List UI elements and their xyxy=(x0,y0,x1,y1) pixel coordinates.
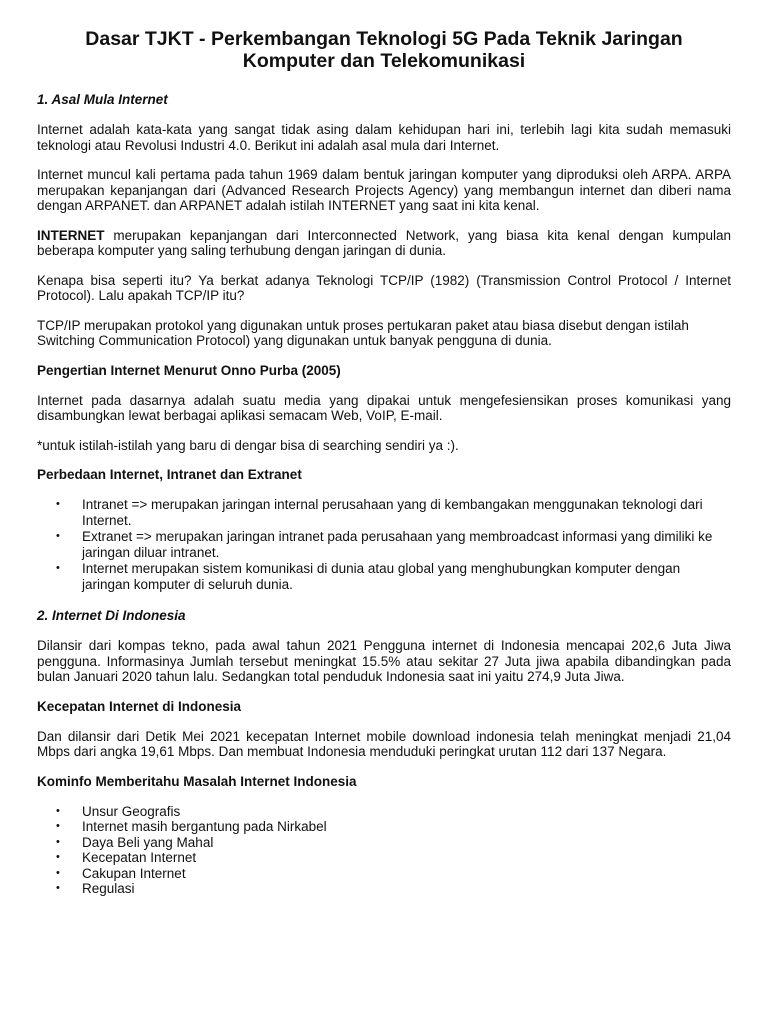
subheading-kominfo: Kominfo Memberitahu Masalah Internet Indonesia xyxy=(37,773,357,789)
list-item: • Intranet => merupakan jaringan internal perusahaan yang di kembangakan menggunakan teknologi dari Internet. xyxy=(56,497,703,528)
bullet-list-problems xyxy=(37,804,731,897)
bullet-icon: • xyxy=(56,562,60,574)
bullet-icon: • xyxy=(56,835,60,848)
bullet-icon: • xyxy=(56,804,60,817)
page-title xyxy=(37,28,731,72)
list-item: • Unsur Geografis xyxy=(56,803,181,819)
page-title-line-1: Dasar TJKT - Perkembangan Teknologi 5G Pada Teknik Jaringan xyxy=(85,28,683,50)
bullet-icon: • xyxy=(56,866,60,879)
list-item: • Internet merupakan sistem komunikasi di dunia atau global yang menghubungkan komputer dengan jaringan komputer di seluruh dunia. xyxy=(56,561,681,592)
paragraph: Internet pada dasarnya adalah suatu media yang dipakai untuk mengefesiensikan proses komunikasi yang disambungkan lewat berbagai aplikasi semacam Web, VoIP, E-mail. xyxy=(37,392,731,423)
list-item: • Extranet => merupakan jaringan intranet pada perusahaan yang membroadcast informasi yang dimiliki ke jaringan diluar intranet. xyxy=(56,529,713,560)
paragraph-note: *untuk istilah-istilah yang baru di dengar bisa di searching sendiri ya :). xyxy=(37,437,459,453)
paragraph: Internet adalah kata-kata yang sangat tidak asing dalam kehidupan hari ini, terlebih lagi kita sudah memasuki teknologi atau Revolusi Industri 4.0. Berikut ini adalah asal mula dari Internet. xyxy=(37,122,731,153)
bullet-icon: • xyxy=(56,882,60,894)
list-item: • Internet masih bergantung pada Nirkabel xyxy=(56,819,327,834)
bold-term: INTERNET xyxy=(37,227,105,243)
bullet-icon: • xyxy=(56,820,60,832)
list-item: • Daya Beli yang Mahal xyxy=(56,834,214,850)
subheading-onno-purba: Pengertian Internet Menurut Onno Purba (2005) xyxy=(37,362,341,378)
page-title-line-2: Komputer dan Telekomunikasi xyxy=(242,50,526,72)
section-heading-indonesia: 2. Internet Di Indonesia xyxy=(37,608,186,623)
section-heading-asal-mula: 1. Asal Mula Internet xyxy=(37,92,168,107)
list-item: • Regulasi xyxy=(56,881,135,896)
subheading-perbedaan: Perbedaan Internet, Intranet dan Extranet xyxy=(37,467,302,482)
paragraph: Dilansir dari kompas tekno, pada awal tahun 2021 Pengguna internet di Indonesia mencapai 202,6 Juta Jiwa pengguna. Informasinya Jumlah tersebut meningkat 15.5% atau sekitar 27 Juta jiwa apabila dibandingkan pada bulan Januari 2020 tahun lalu. Sedangkan total penduduk Indonesia saat ini yaitu 274,9 Juta Jiwa. xyxy=(37,638,731,684)
list-item: • Kecepatan Internet xyxy=(56,850,197,865)
bullet-icon: • xyxy=(56,851,60,863)
bullet-icon: • xyxy=(56,498,60,510)
paragraph-text: merupakan kepanjangan dari Interconnected Network, yang biasa kita kenal dengan kumpulan beberapa komputer yang saling terhubung dengan jaringan di dunia. xyxy=(37,227,731,258)
paragraph: Internet muncul kali pertama pada tahun 1969 dalam bentuk jaringan komputer yang diproduksi oleh ARPA. ARPA merupakan kepanjangan dari (Advanced Research Projects Agency) yang membangun internet dan diberi nama dengan ARPANET. dan ARPANET adalah istilah INTERNET yang saat ini kita kenal. xyxy=(37,167,731,213)
list-item: • Cakupan Internet xyxy=(56,865,186,881)
paragraph-internet-definition xyxy=(37,228,731,259)
paragraph: Kenapa bisa seperti itu? Ya berkat adanya Teknologi TCP/IP (1982) (Transmission Control Protocol / Internet Protocol). Lalu apakah TCP/IP itu? xyxy=(37,272,731,303)
bullet-icon: • xyxy=(56,530,60,542)
subheading-kecepatan: Kecepatan Internet di Indonesia xyxy=(37,698,242,714)
paragraph: Dan dilansir dari Detik Mei 2021 kecepatan Internet mobile download indonesia telah meningkat menjadi 21,04 Mbps dari angka 19,61 Mbps. Dan membuat Indonesia menduduki peringkat urutan 112 dari 137 Negara. xyxy=(37,728,731,759)
paragraph: TCP/IP merupakan protokol yang digunakan untuk proses pertukaran paket atau biasa disebut dengan istilah Switching Communication Protocol) yang digunakan untuk banyak pengguna di dunia. xyxy=(37,317,689,348)
bullet-list-differences xyxy=(37,497,731,592)
